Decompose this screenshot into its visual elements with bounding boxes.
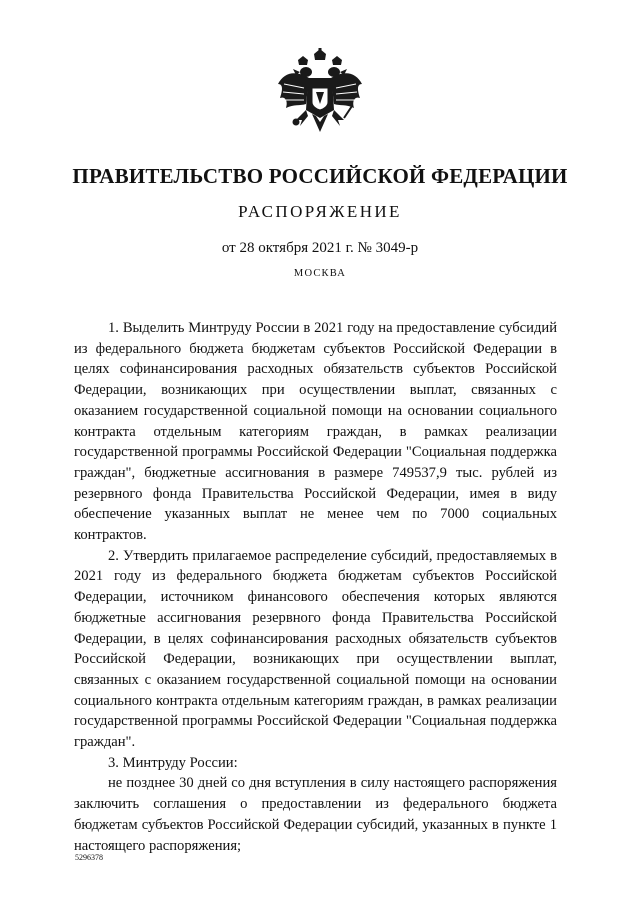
government-title: ПРАВИТЕЛЬСТВО РОССИЙСКОЙ ФЕДЕРАЦИИ (72, 164, 568, 188)
paragraph-2: 2. Утвердить прилагаемое распределение субсидий, предоставляемых в 2021 году из федерального бюджета бюджетам субъектов Российской Федерации, источником финансового обеспечения которых являются бюджетные ассигнования резервного фонда Правительства Российской Федерации, в целях софинансирования расходных обязательств субъектов Российской Федерации, возникающих при осуществлении выплат, связанных с оказанием государственной социальной помощи на основании социального контракта отдельным категориям граждан, в рамках реализации государственной программы Российской Федерации "Социальная поддержка граждан". (74, 547, 557, 751)
document-code: 5296378 (75, 853, 103, 862)
coat-of-arms-icon (276, 48, 364, 140)
document-body (74, 318, 557, 856)
paragraph-1: 1. Выделить Минтруду России в 2021 году на предоставление субсидий из федерального бюджета бюджетам субъектов Российской Федерации в целях софинансирования расходных обязательств субъектов Российской Федерации, возникающих при осуществлении выплат, связанных с оказанием государственной социальной помощи на основании социального контракта отдельным категориям граждан, в рамках реализации государственной программы Российской Федерации "Социальная поддержка граждан", бюджетные ассигнования в размере 749537,9 тыс. рублей из резервного фонда Правительства Российской Федерации, имея в виду обеспечение указанных выплат не менее чем по 7000 социальных контрактов. (74, 320, 557, 544)
paragraph-3-item-1: не позднее 30 дней со дня вступления в силу настоящего распоряжения заключить соглашения о предоставлении из федерального бюджета бюджетам субъектов Российской Федерации субсидий, указанных в пункте 1 настоящего распоряжения; (74, 775, 557, 854)
document-date-number: от 28 октября 2021 г. № 3049-р (221, 240, 419, 256)
document-type: РАСПОРЯЖЕНИЕ (238, 202, 402, 221)
paragraph-3: 3. Минтруду России: (108, 754, 238, 771)
document-city: МОСКВА (293, 268, 347, 279)
